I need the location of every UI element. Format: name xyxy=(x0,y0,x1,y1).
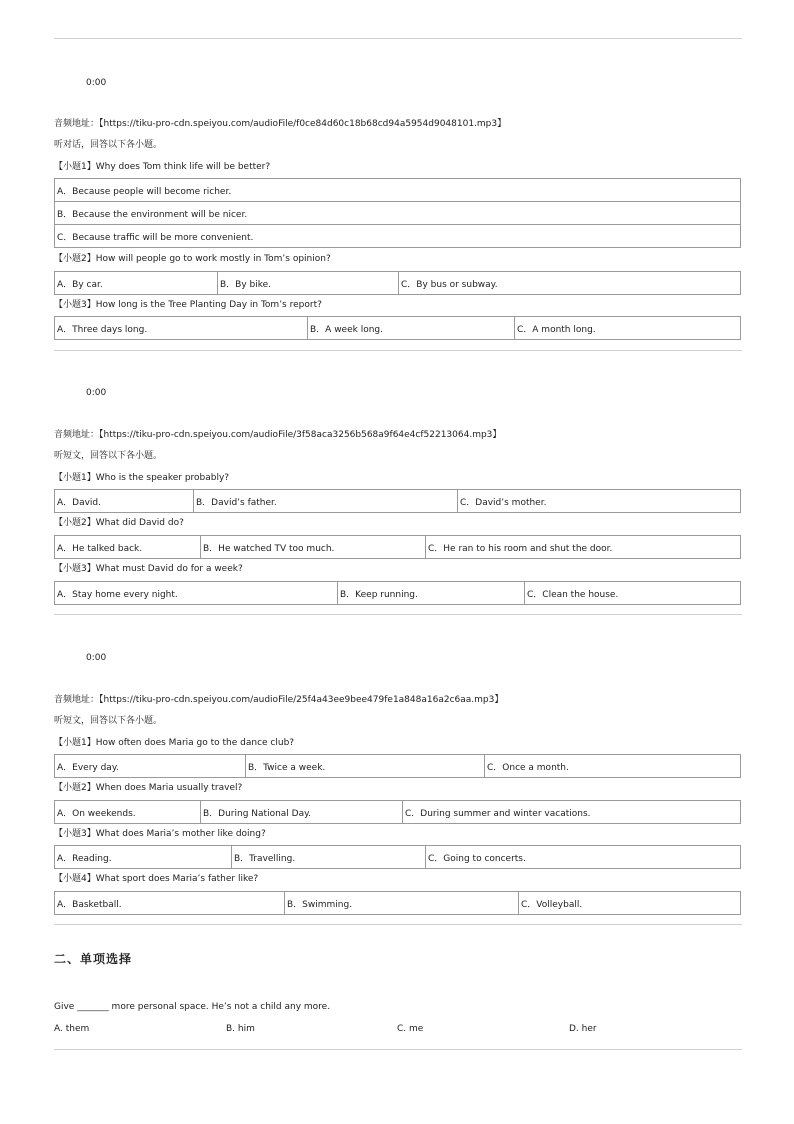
option-b[interactable]: B．David’s father. xyxy=(194,490,458,513)
option-a[interactable]: A．Every day. xyxy=(55,755,246,778)
option-c[interactable]: C．Because traffic will be more convenient. xyxy=(55,225,741,248)
option-b[interactable]: B．A week long. xyxy=(308,317,515,340)
option-a[interactable]: A．Because people will become richer. xyxy=(55,179,741,202)
options-table xyxy=(54,891,741,915)
audio-url: 音频地址：【https://tiku-pro-cdn.speiyou.com/audioFile/3f58aca3256b568a9f64e4cf52213064.mp3】 xyxy=(54,430,502,440)
option-a[interactable]: A．Stay home every night. xyxy=(55,582,338,605)
option-a[interactable]: A．He talked back. xyxy=(55,536,201,559)
options-table xyxy=(54,489,741,513)
option-b[interactable]: B．By bike. xyxy=(218,272,399,295)
question-text: 【小题2】What did David do? xyxy=(54,518,184,528)
options-table xyxy=(54,271,741,295)
option-c[interactable]: C．A month long. xyxy=(515,317,741,340)
option-b[interactable]: B．Keep running. xyxy=(338,582,525,605)
question-text: 【小题3】What must David do for a week? xyxy=(54,564,243,574)
options-table xyxy=(54,800,741,824)
option-a[interactable]: A．Reading. xyxy=(55,846,232,869)
question-text: 【小题3】What does Maria’s mother like doing? xyxy=(54,829,266,839)
section-heading: 二、单项选择 xyxy=(54,952,133,966)
instruction: 听短文，回答以下各小题。 xyxy=(54,716,163,726)
option-b[interactable]: B．Swimming. xyxy=(285,892,519,915)
option-b[interactable]: B．Travelling. xyxy=(232,846,426,869)
option-b[interactable]: B．Twice a week. xyxy=(246,755,485,778)
option-b[interactable]: B．During National Day. xyxy=(201,801,403,824)
question-text: 【小题2】When does Maria usually travel? xyxy=(54,783,243,793)
option-a[interactable]: A．Three days long. xyxy=(55,317,308,340)
question-text: 【小题2】How will people go to work mostly in Tom’s opinion? xyxy=(54,254,331,264)
option-c[interactable]: C．He ran to his room and shut the door. xyxy=(426,536,741,559)
divider xyxy=(54,350,742,351)
divider xyxy=(54,1049,742,1050)
options-table xyxy=(54,754,741,778)
choice-c[interactable]: C. me xyxy=(397,1024,424,1034)
options-table xyxy=(54,845,741,869)
option-c[interactable]: C．Going to concerts. xyxy=(426,846,741,869)
question-text: 【小题4】What sport does Maria’s father like? xyxy=(54,874,259,884)
instruction: 听短文，回答以下各小题。 xyxy=(54,451,163,461)
option-c[interactable]: C．Volleyball. xyxy=(519,892,741,915)
divider xyxy=(54,924,742,925)
question-text: 【小题1】Who is the speaker probably? xyxy=(54,473,230,483)
question-text: Give _______ more personal space. He’s not a child any more. xyxy=(54,1002,331,1012)
option-a[interactable]: A．By car. xyxy=(55,272,218,295)
instruction: 听对话，回答以下各小题。 xyxy=(54,140,163,150)
option-b[interactable]: B．He watched TV too much. xyxy=(201,536,426,559)
option-a[interactable]: A．Basketball. xyxy=(55,892,285,915)
question-text: 【小题1】How often does Maria go to the dance club? xyxy=(54,738,295,748)
audio-time: 0:00 xyxy=(86,78,107,88)
audio-url: 音频地址：【https://tiku-pro-cdn.speiyou.com/audioFile/25f4a43ee9bee479fe1a848a16a2c6aa.mp3】 xyxy=(54,695,504,705)
choice-a[interactable]: A. them xyxy=(54,1024,90,1034)
option-c[interactable]: C．David’s mother. xyxy=(458,490,741,513)
divider xyxy=(54,614,742,615)
audio-time: 0:00 xyxy=(86,388,107,398)
divider xyxy=(54,38,742,39)
question-text: 【小题1】Why does Tom think life will be better? xyxy=(54,162,271,172)
choice-d[interactable]: D. her xyxy=(569,1024,597,1034)
options-table xyxy=(54,581,741,605)
options-table xyxy=(54,535,741,559)
option-c[interactable]: C．Once a month. xyxy=(485,755,741,778)
option-c[interactable]: C．During summer and winter vacations. xyxy=(403,801,741,824)
choice-b[interactable]: B. him xyxy=(226,1024,255,1034)
option-a[interactable]: A．On weekends. xyxy=(55,801,201,824)
options-table xyxy=(54,178,741,248)
option-a[interactable]: A．David. xyxy=(55,490,194,513)
option-b[interactable]: B．Because the environment will be nicer. xyxy=(55,202,741,225)
audio-time: 0:00 xyxy=(86,653,107,663)
option-c[interactable]: C．Clean the house. xyxy=(525,582,741,605)
audio-url: 音频地址：【https://tiku-pro-cdn.speiyou.com/audioFile/f0ce84d60c18b68cd94a5954d9048101.mp3】 xyxy=(54,119,507,129)
question-text: 【小题3】How long is the Tree Planting Day in Tom’s report? xyxy=(54,300,322,310)
option-c[interactable]: C．By bus or subway. xyxy=(399,272,741,295)
options-table xyxy=(54,316,741,340)
